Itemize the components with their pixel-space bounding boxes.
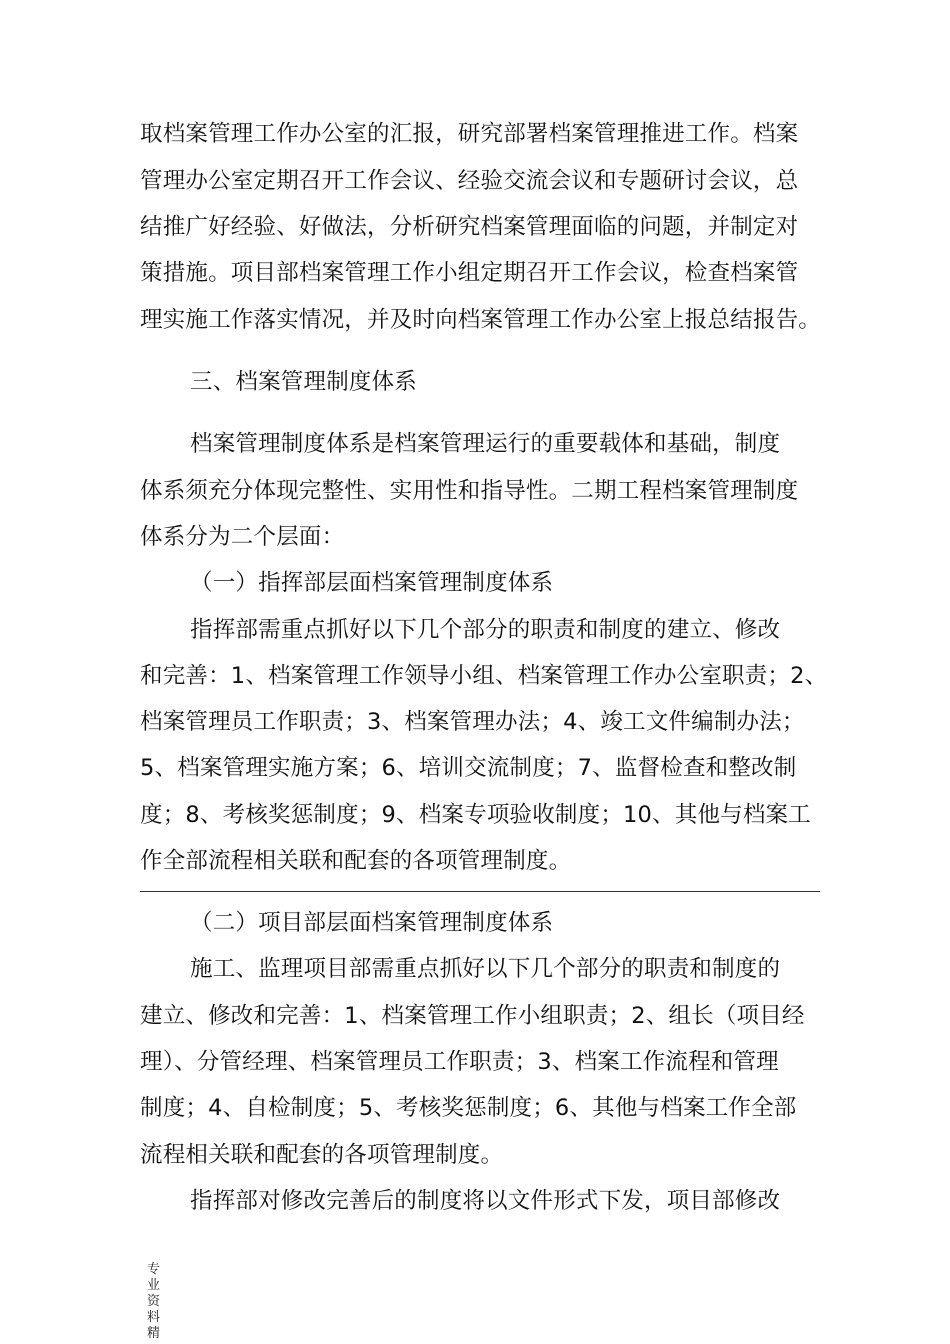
text-line: 档案管理制度体系是档案管理运行的重要载体和基础，制度 (190, 431, 781, 457)
text-line: 管理办公室定期召开工作会议、经验交流会议和专题研讨会议，总 (140, 168, 799, 194)
text-line: 策措施。项目部档案管理工作小组定期召开工作会议，检查档案管 (140, 260, 799, 286)
text-line: 结推广好经验、好做法，分析研究档案管理面临的问题，并制定对 (140, 214, 799, 240)
text-line: 建立、修改和完善：1、档案管理工作小组职责；2、组长（项目经 (140, 1003, 805, 1029)
text-line: 理）、分管经理、档案管理员工作职责；3、档案工作流程和管理 (140, 1049, 779, 1075)
text-line: 施工、监理项目部需重点抓好以下几个部分的职责和制度的 (190, 956, 781, 982)
vertical-footer-note: 专业资料精 (147, 1262, 161, 1341)
text-line: 制度；4、自检制度；5、考核奖惩制度；6、其他与档案工作全部 (140, 1095, 797, 1121)
subsection-heading: （二）项目部层面档案管理制度体系 (190, 910, 554, 936)
text-line: 理实施工作落实情况，并及时向档案管理工作办公室上报总结报告。 (140, 307, 822, 333)
text-line: 指挥部需重点抓好以下几个部分的职责和制度的建立、修改 (190, 617, 781, 643)
text-line: 体系分为二个层面： (140, 524, 345, 550)
text-line: 取档案管理工作办公室的汇报，研究部署档案管理推进工作。档案 (140, 121, 799, 147)
text-line: 度；8、考核奖惩制度；9、档案专项验收制度；10、其他与档案工 (140, 802, 811, 828)
text-line: 体系须充分体现完整性、实用性和指导性。二期工程档案管理制度 (140, 478, 799, 504)
text-line: 5、档案管理实施方案；6、培训交流制度；7、监督检查和整改制 (140, 755, 797, 781)
subsection-heading: （一）指挥部层面档案管理制度体系 (190, 570, 554, 596)
text-line: 流程相关联和配套的各项管理制度。 (140, 1142, 504, 1168)
horizontal-divider (140, 891, 820, 892)
text-line: 档案管理员工作职责；3、档案管理办法；4、竣工文件编制办法； (140, 709, 805, 735)
section-heading: 三、档案管理制度体系 (190, 369, 418, 395)
text-line: 和完善：1、档案管理工作领导小组、档案管理工作办公室职责；2、 (140, 663, 828, 689)
text-line: 指挥部对修改完善后的制度将以文件形式下发，项目部修改 (190, 1188, 781, 1214)
text-line: 作全部流程相关联和配套的各项管理制度。 (140, 848, 572, 874)
